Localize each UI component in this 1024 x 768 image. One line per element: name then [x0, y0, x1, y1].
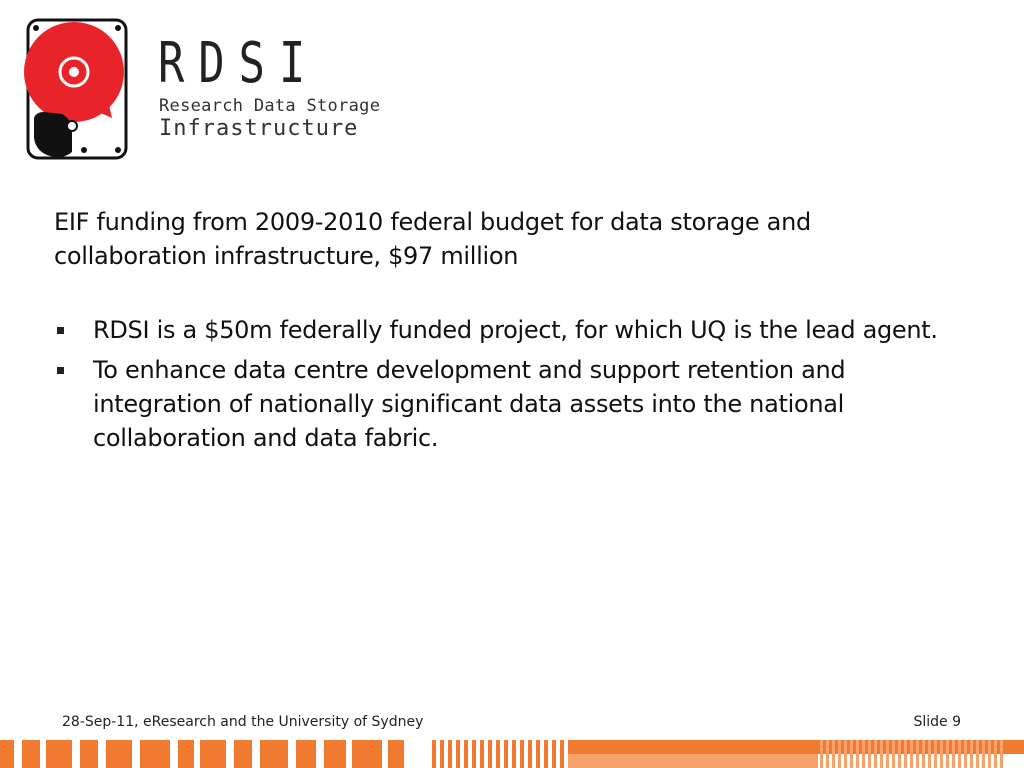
logo-subtitle-line1: Research Data Storage — [159, 96, 381, 116]
logo-subtitle-line2: Infrastructure — [159, 116, 359, 141]
slide-content — [54, 205, 954, 461]
logo-title: RDSI — [158, 31, 320, 96]
bullet-text: To enhance data centre development and support retention and integration of nationally significant data assets into the national collaboration and data fabric. — [93, 356, 846, 452]
decorative-bottom-stripe — [0, 740, 1024, 768]
intro-paragraph: EIF funding from 2009-2010 federal budget for data storage and collaboration infrastructure, $97 million — [54, 208, 811, 270]
list-item — [54, 313, 954, 347]
slide-number: Slide 9 — [913, 714, 961, 730]
square-bullet-icon — [57, 367, 64, 374]
list-item — [54, 353, 954, 455]
bullet-text: RDSI is a $50m federally funded project, for which UQ is the lead agent. — [93, 316, 938, 344]
rdsi-logo — [22, 14, 392, 166]
bullet-list — [54, 313, 954, 455]
hard-disk-icon — [22, 14, 132, 164]
footer-date-text: 28-Sep-11, eResearch and the University of Sydney — [62, 714, 424, 730]
square-bullet-icon — [57, 327, 64, 334]
